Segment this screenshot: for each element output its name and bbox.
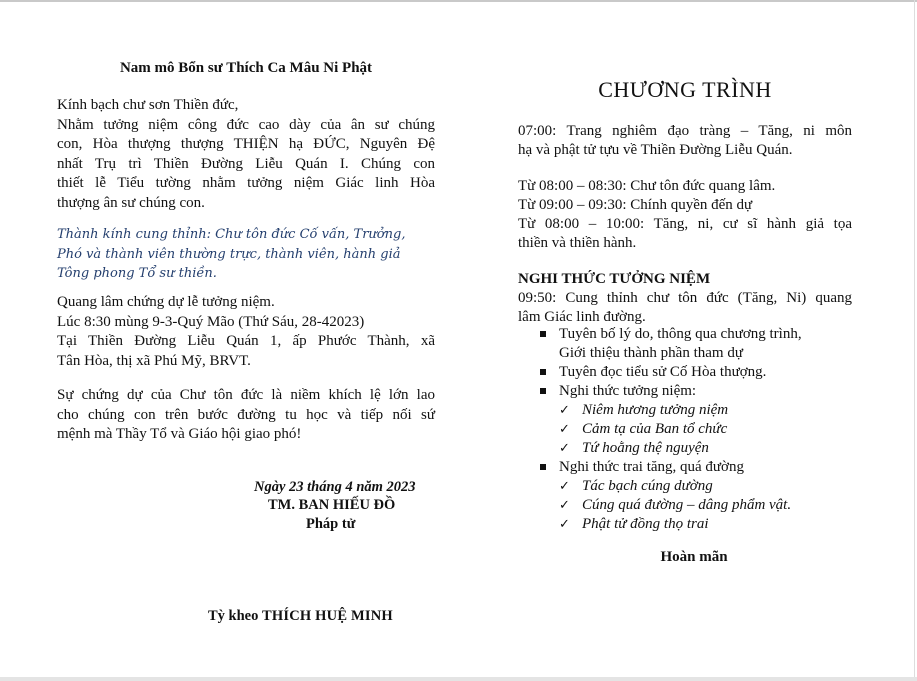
ceremony-bullet-list: [540, 325, 860, 534]
invitation-notice: [57, 225, 435, 284]
check-item-label: Tứ hoằng thệ nguyện: [582, 440, 709, 456]
check-icon: ✓: [559, 498, 570, 513]
attend-line: Tại Thiền Đường Liễu Quán 1, ấp Phước Thành, xã: [57, 333, 435, 349]
square-bullet-icon: [540, 369, 546, 375]
check-item-label: Cảm tạ của Ban tổ chức: [582, 421, 728, 437]
square-bullet-icon: [540, 331, 546, 337]
bullet-item: [540, 363, 860, 382]
page-bottom-edge: [0, 677, 917, 681]
opening-line: 07:00: Trang nghiêm đạo tràng – Tăng, ni môn: [518, 123, 852, 139]
attend-line: Quang lâm chứng dự lễ tưởng niệm.: [57, 294, 275, 310]
letter-line: thiết lễ Tiểu tường nhằm tưởng niệm Giác linh Hòa: [57, 175, 435, 191]
letter-line: nhất Trụ trì Thiền Đường Liễu Quán I. Chúng con: [57, 155, 435, 172]
invite-line: Thành kính cung thỉnh: Chư tôn đức Cố vấn, Trưởng,: [57, 227, 406, 242]
closing-line: cho chúng con trên bước đường tu học và tiếp nối sứ: [57, 406, 435, 423]
program-title: CHƯƠNG TRÌNH: [598, 77, 772, 102]
invite-line: Tông phong Tổ sư thiền.: [57, 266, 217, 281]
attendance-details: [57, 293, 435, 371]
check-icon: ✓: [559, 479, 570, 494]
check-item-label: Niêm hương tưởng niệm: [582, 402, 729, 418]
bullet-item: [540, 458, 860, 534]
schedule-block: [518, 177, 852, 253]
letter-line: thượng ân sư chúng con.: [57, 194, 205, 211]
page-top-border: [0, 0, 917, 2]
closing-line: mệnh mà Thầy Tổ và Giáo hội giao phó!: [57, 426, 302, 442]
letter-line: con, Hòa thượng thượng THIỆN hạ ĐỨC, Nguyên Đệ: [57, 136, 435, 152]
ceremony-line: lâm Giác linh đường.: [518, 309, 646, 325]
signature-date: Ngày 23 tháng 4 năm 2023: [254, 479, 416, 495]
check-icon: ✓: [559, 422, 570, 437]
invite-line: Phó và thành viên thường trực, thành viên, hành giả: [57, 246, 401, 262]
schedule-line: Từ 08:00 – 08:30: Chư tôn đức quang lâm.: [518, 178, 776, 194]
check-item: [559, 477, 860, 496]
check-item: [559, 401, 860, 420]
signature-organization: TM. BAN HIẾU ĐỒ: [268, 497, 396, 513]
check-item-label: Tác bạch cúng dường: [582, 478, 713, 494]
check-list: [559, 401, 860, 458]
schedule-line: thiền và thiền hành.: [518, 235, 637, 251]
ceremony-line: 09:50: Cung thỉnh chư tôn đức (Tăng, Ni) quang: [518, 290, 852, 306]
check-item: [559, 420, 860, 439]
program-closing: Hoàn mãn: [660, 549, 728, 565]
signer-name: THÍCH HUỆ MINH: [262, 608, 393, 624]
closing-paragraph: [57, 386, 435, 445]
closing-line: Sự chứng dự của Chư tôn đức là niềm khích lệ lớn lao: [57, 387, 435, 403]
check-item: [559, 496, 860, 515]
page-right-border: [914, 0, 915, 681]
opening-line: hạ và phật tử tựu về Thiền Đường Liễu Quán.: [518, 142, 793, 158]
bullet-line: Giới thiệu thành phần tham dự: [559, 345, 743, 361]
bullet-item: [540, 382, 860, 458]
signer-prefix: Tỳ kheo: [208, 608, 262, 624]
bullet-line: Tuyên bố lý do, thông qua chương trình,: [559, 326, 802, 342]
bullet-line: Nghi thức tưởng niệm:: [559, 383, 697, 399]
bullet-item: [540, 325, 860, 363]
letter-line: Kính bạch chư sơn Thiền đức,: [57, 97, 239, 113]
letter-paragraph: [57, 96, 435, 213]
signer: [208, 608, 393, 625]
homage-heading: Nam mô Bổn sư Thích Ca Mâu Ni Phật: [119, 60, 373, 76]
check-item-label: Cúng quá đường – dâng phẩm vật.: [582, 497, 792, 513]
schedule-line: Từ 08:00 – 10:00: Tăng, ni, cư sĩ hành giả tọa: [518, 216, 852, 232]
ceremony-section-title: NGHI THỨC TƯỞNG NIỆM: [518, 271, 711, 287]
check-icon: ✓: [559, 441, 570, 456]
check-item: [559, 439, 860, 458]
square-bullet-icon: [540, 388, 546, 394]
check-icon: ✓: [559, 517, 570, 532]
check-item: [559, 515, 860, 534]
bullet-line: Tuyên đọc tiểu sử Cố Hòa thượng.: [559, 364, 767, 380]
check-list: [559, 477, 860, 534]
letter-line: Nhằm tưởng niệm công đức cao dày của ân sư chúng: [57, 116, 435, 133]
bullet-line: Nghi thức trai tăng, quá đường: [559, 459, 744, 475]
check-item-label: Phật tử đồng thọ trai: [582, 516, 709, 532]
signature-role: Pháp tử: [306, 516, 356, 532]
attend-line: Tân Hòa, thị xã Phú Mỹ, BRVT.: [57, 352, 251, 369]
schedule-line: Từ 09:00 – 09:30: Chính quyền đến dự: [518, 197, 753, 213]
check-icon: ✓: [559, 403, 570, 418]
square-bullet-icon: [540, 464, 546, 470]
attend-line: Lúc 8:30 mùng 9-3-Quý Mão (Thứ Sáu, 28-42023): [57, 313, 365, 330]
ceremony-intro: [518, 289, 852, 327]
opening-block: [518, 122, 852, 160]
